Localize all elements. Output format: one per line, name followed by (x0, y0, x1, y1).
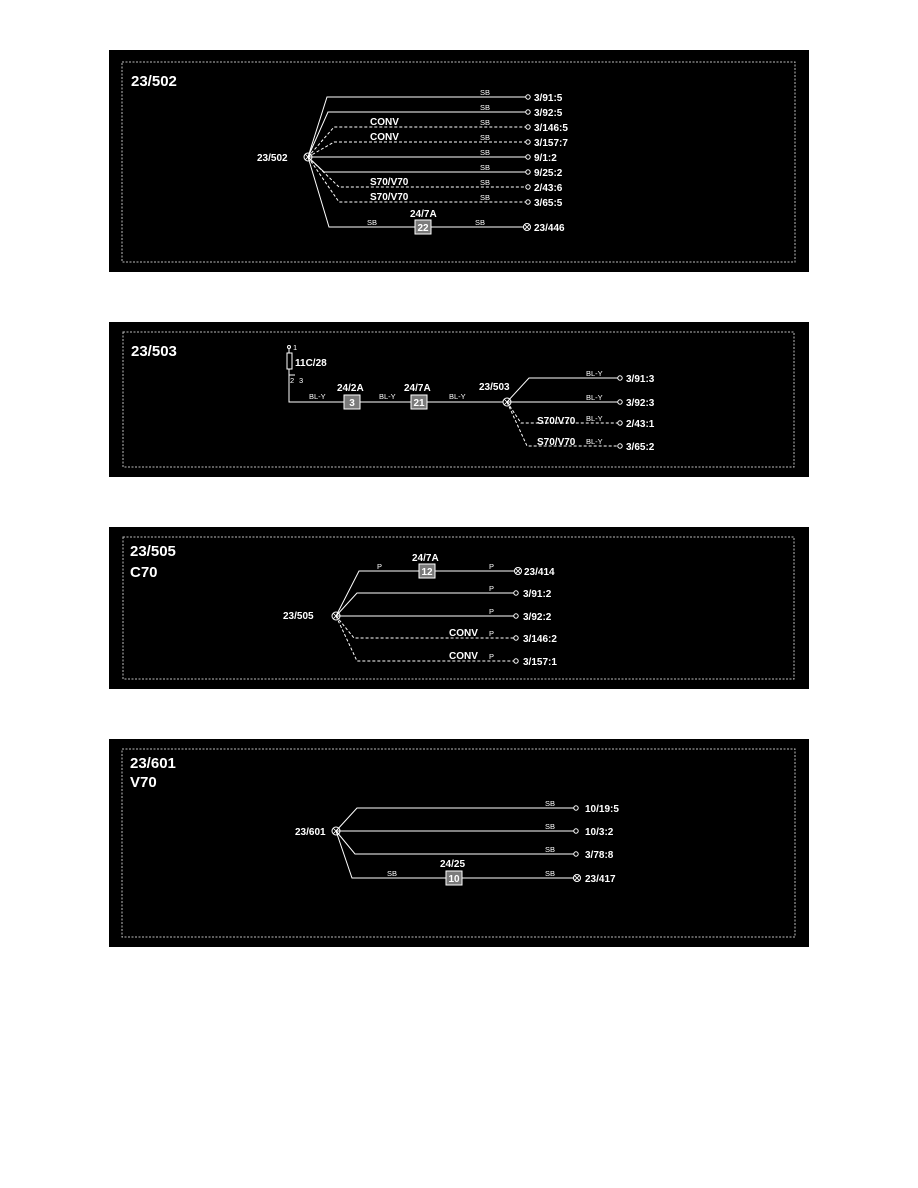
switch-pin: 2 (290, 376, 295, 385)
fuse-number: 21 (413, 398, 425, 409)
wire-condition: S70/V70 (370, 177, 409, 188)
wire-color: SB (545, 845, 556, 854)
fuse-id: 24/7A (410, 209, 437, 220)
splice-label: 23/502 (257, 153, 288, 164)
wire-condition: CONV (370, 132, 399, 143)
fuse-id: 24/7A (404, 383, 431, 394)
connector-label: 3/91:5 (534, 93, 563, 104)
connector-label: 10/19:5 (585, 804, 619, 815)
wire-color: SB (387, 869, 398, 878)
wire-condition: CONV (449, 628, 478, 639)
diagram-23-502 (109, 50, 809, 272)
wire-color: P (489, 652, 495, 661)
wire-color: SB (480, 178, 491, 187)
wire-condition: S70/V70 (537, 416, 576, 427)
connector-label: 3/157:7 (534, 138, 568, 149)
diagram-23-601 (109, 739, 809, 947)
connector-label: 2/43:1 (626, 419, 655, 430)
wire-color: SB (480, 118, 491, 127)
wire-color: SB (475, 218, 486, 227)
splice-label: 23/503 (479, 382, 510, 393)
diagram-title: 23/505 (130, 543, 176, 560)
wire-color: SB (367, 218, 378, 227)
connector-label: 23/446 (534, 223, 565, 234)
connector-label: 3/146:5 (534, 123, 568, 134)
splice-label: 23/601 (295, 827, 326, 838)
connector-label: 2/43:6 (534, 183, 563, 194)
wire-color: BL-Y (379, 392, 396, 401)
wire-color: SB (480, 88, 491, 97)
splice-label: 23/505 (283, 611, 314, 622)
wire-color: SB (545, 799, 556, 808)
wire-color: SB (545, 822, 556, 831)
wire-color: P (489, 584, 495, 593)
connector-label: 3/91:3 (626, 374, 655, 385)
connector-label: 3/92:5 (534, 108, 563, 119)
fuse-number: 10 (448, 874, 460, 885)
wire-color: BL-Y (586, 414, 603, 423)
diagram-subtitle: V70 (130, 774, 157, 791)
switch-pin: 3 (299, 376, 304, 385)
fuse-id: 24/25 (440, 859, 466, 870)
fuse-number: 3 (349, 398, 355, 409)
fuse-id: 24/2A (337, 383, 364, 394)
connector-label: 9/25:2 (534, 168, 563, 179)
connector-label: 23/414 (524, 567, 555, 578)
diagram-subtitle: C70 (130, 564, 158, 581)
connector-label: 3/65:5 (534, 198, 563, 209)
diagram-frame (122, 749, 795, 937)
wire-color: BL-Y (309, 392, 326, 401)
connector-label: 10/3:2 (585, 827, 614, 838)
connector-label: 3/91:2 (523, 589, 552, 600)
wire-color: P (489, 607, 495, 616)
wire-color: BL-Y (586, 393, 603, 402)
fuse-number: 22 (417, 223, 429, 234)
wire-color: BL-Y (449, 392, 466, 401)
wire-color: SB (480, 163, 491, 172)
fuse-id: 24/7A (412, 553, 439, 564)
diagram-23-601-svg (109, 739, 809, 947)
connector-label: 3/65:2 (626, 442, 655, 453)
wire-condition: S70/V70 (537, 437, 576, 448)
wire-color: SB (480, 193, 491, 202)
wire-color: SB (480, 148, 491, 157)
diagram-23-503-svg (109, 322, 809, 477)
connector-label: 3/92:2 (523, 612, 552, 623)
switch-pin: 1 (293, 343, 298, 352)
diagram-23-503 (109, 322, 809, 477)
connector-label: 3/78:8 (585, 850, 614, 861)
connector-label: 23/417 (585, 874, 616, 885)
diagram-23-505-svg (109, 527, 809, 689)
wire-color: SB (480, 103, 491, 112)
wire-color: P (489, 629, 495, 638)
wire-color: BL-Y (586, 369, 603, 378)
diagram-frame (122, 62, 795, 262)
wire-color: SB (480, 133, 491, 142)
wire-condition: S70/V70 (370, 192, 409, 203)
diagram-title: 23/601 (130, 755, 176, 772)
wire-color: SB (545, 869, 556, 878)
diagram-23-502-svg (109, 50, 809, 272)
diagram-23-505 (109, 527, 809, 689)
fuse-number: 12 (421, 567, 433, 578)
diagram-title: 23/502 (131, 73, 177, 90)
connector-label: 9/1:2 (534, 153, 557, 164)
connector-label: 3/92:3 (626, 398, 655, 409)
wire-color: P (377, 562, 383, 571)
wire-condition: CONV (370, 117, 399, 128)
wire-condition: CONV (449, 651, 478, 662)
wire-color: BL-Y (586, 437, 603, 446)
switch-label: 11C/28 (295, 358, 327, 369)
connector-label: 3/146:2 (523, 634, 557, 645)
switch-symbol (287, 353, 292, 369)
diagram-title: 23/503 (131, 343, 177, 360)
connector-label: 3/157:1 (523, 657, 557, 668)
wire-color: P (489, 562, 495, 571)
